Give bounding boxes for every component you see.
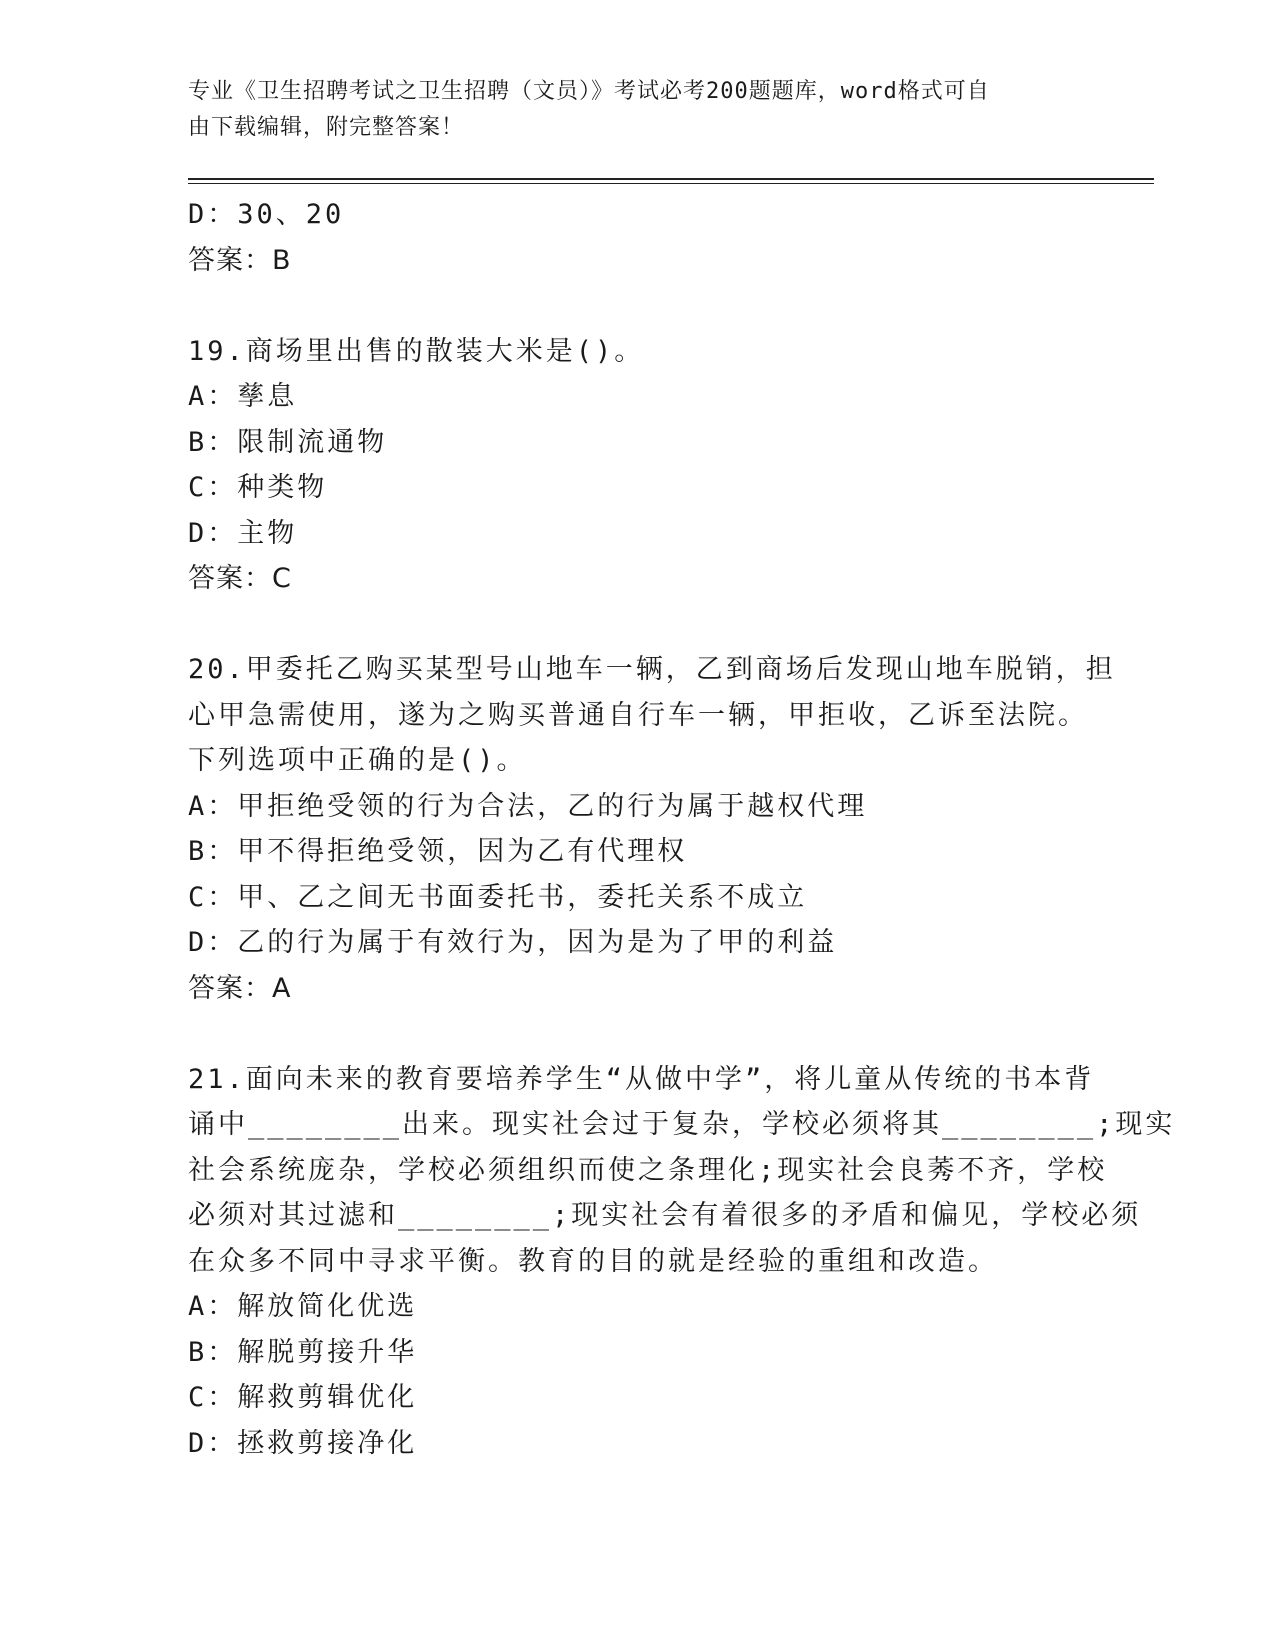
question-19-answer: 答案：C [188,563,292,594]
prev-option-d: D：30、20 [188,199,345,230]
question-list [188,192,1176,1466]
question-21-option-c: C：解救剪辑优化 [188,1382,418,1413]
question-19-stem: 19.商场里出售的散装大米是()。 [188,335,645,367]
question-20-stem-line-3: 下列选项中正确的是()。 [188,745,527,776]
question-19-option-a: A：孳息 [188,381,298,412]
question-20-answer: 答案：A [188,972,292,1004]
question-20-option-b: B：甲不得拒绝受领，因为乙有代理权 [188,836,688,867]
header-title-line-2: 由下载编辑，附完整答案！ [188,115,465,140]
spacer [188,1011,1088,1057]
question-19-option-c: C：种类物 [188,472,328,503]
question-21-stem-line-3: 社会系统庞杂，学校必须组织而使之条理化;现实社会良莠不齐，学校 [188,1154,1108,1186]
question-20 [188,647,1116,1011]
question-19-option-d: D：主物 [188,517,298,549]
question-20-option-c: C：甲、乙之间无书面委托书，委托关系不成立 [188,881,808,913]
spacer [188,602,1088,648]
question-19 [188,329,1088,602]
question-21-stem-line-2: 诵中________出来。现实社会过于复杂，学校必须将其________;现实 [188,1109,1176,1140]
question-21-option-d: D：拯救剪接净化 [188,1427,418,1459]
question-20-stem-line-2: 心甲急需使用，遂为之购买普通自行车一辆，甲拒收，乙诉至法院。 [188,699,1088,731]
document-header [188,74,1068,146]
header-title-line-1: 专业《卫生招聘考试之卫生招聘（文员）》考试必考200题题库，word格式可自 [188,79,990,104]
prev-answer: 答案：B [188,244,292,276]
question-21-stem-line-5: 在众多不同中寻求平衡。教育的目的就是经验的重组和改造。 [188,1245,998,1277]
question-20-option-d: D：乙的行为属于有效行为，因为是为了甲的利益 [188,927,838,958]
spacer [188,283,1088,329]
question-19-option-b: B：限制流通物 [188,426,388,458]
question-21 [188,1057,1176,1467]
question-21-stem-line-1: 21.面向未来的教育要培养学生“从做中学”，将儿童从传统的书本背 [188,1063,1095,1095]
question-21-option-b: B：解脱剪接升华 [188,1336,418,1368]
header-divider-thick [188,178,1154,180]
question-20-option-a: A：甲拒绝受领的行为合法，乙的行为属于越权代理 [188,790,868,822]
header-divider-thin [188,183,1154,184]
question-20-stem-line-1: 20.甲委托乙购买某型号山地车一辆，乙到商场后发现山地车脱销，担 [188,654,1116,685]
question-21-option-a: A：解放简化优选 [188,1291,418,1322]
question-21-stem-line-4: 必须对其过滤和________;现实社会有着很多的矛盾和偏见，学校必须 [188,1200,1142,1231]
